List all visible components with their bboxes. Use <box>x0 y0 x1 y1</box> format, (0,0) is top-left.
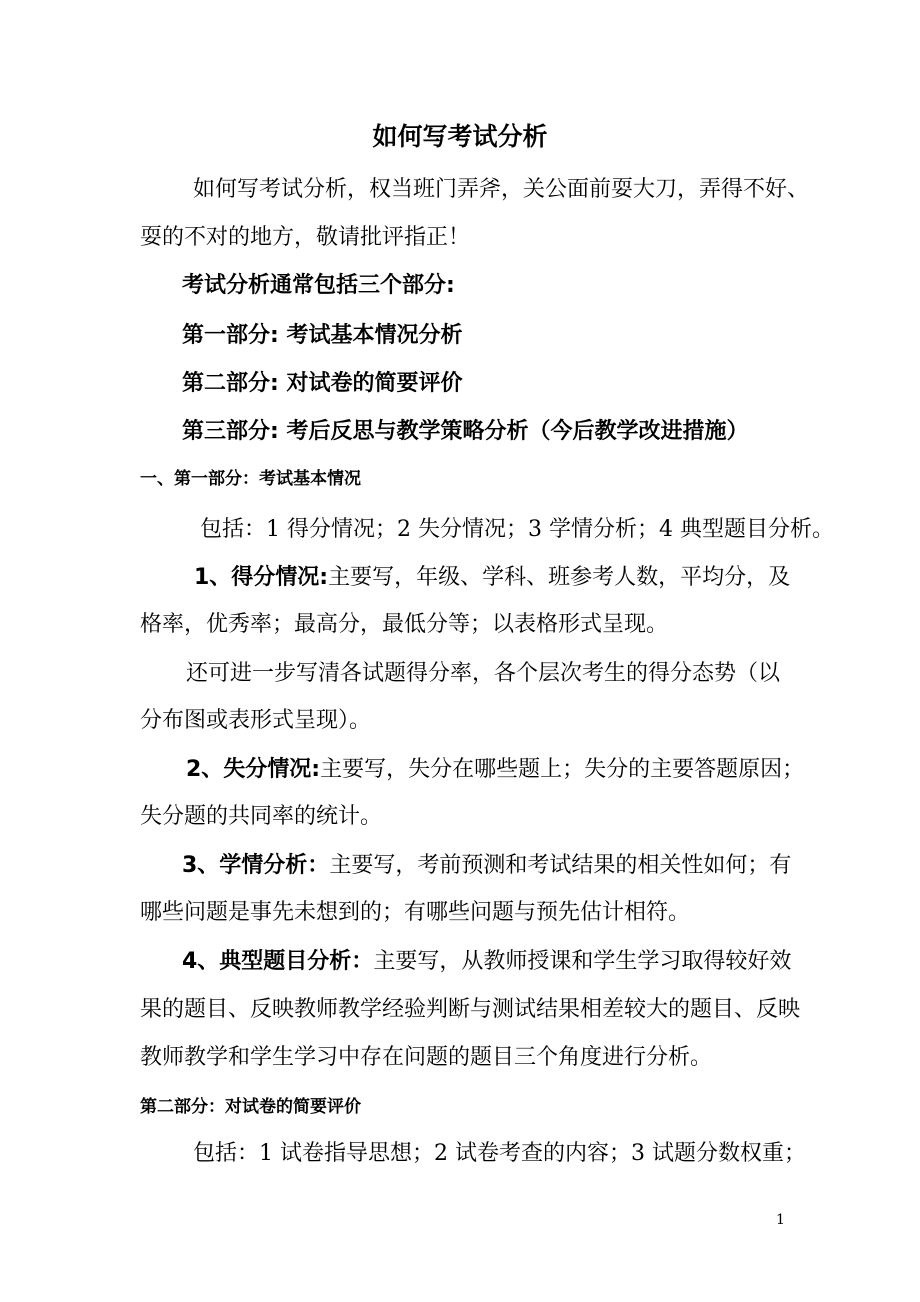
section-2-heading: 第二部分：对试卷的简要评价 <box>140 1097 361 1117</box>
item-4-line-2: 果的题目、反映教师教学经验判断与测试结果相差较大的题目、反映 <box>140 997 801 1022</box>
item-3-text: 主要写，考前预测和考试结果的相关性如何；有 <box>329 853 792 878</box>
item-2-line-2: 失分题的共同率的统计。 <box>140 804 383 829</box>
item-1-line-2: 格率，优秀率；最高分，最低分等；以表格形式呈现。 <box>140 612 669 637</box>
item-4-label: 4、典型题目分析： <box>182 949 374 974</box>
item-3-line-2: 哪些问题是事先未想到的；有哪些问题与预先估计相符。 <box>140 900 691 925</box>
extra-line-2: 分布图或表形式呈现）。 <box>140 708 372 733</box>
item-4-line-3: 教师教学和学生学习中存在问题的题目三个角度进行分析。 <box>140 1045 713 1070</box>
overview-heading: 考试分析通常包括三个部分: <box>182 273 455 298</box>
item-2-label: 2、失分情况: <box>186 757 321 782</box>
item-2-text: 主要写，失分在哪些题上；失分的主要答题原因； <box>320 757 805 782</box>
item-4-line-1 <box>182 944 791 975</box>
item-1-label: 1、得分情况: <box>194 565 329 590</box>
item-2-line-1 <box>186 752 804 783</box>
section-1-heading: 一、第一部分：考试基本情况 <box>140 469 361 489</box>
overview-part-1: 第一部分: 考试基本情况分析 <box>182 323 463 348</box>
item-3-label: 3、学情分析： <box>182 853 330 878</box>
section-2-includes: 包括：1 试卷指导思想；2 试卷考查的内容；3 试题分数权重； <box>193 1141 806 1166</box>
item-1-line-1 <box>194 560 790 591</box>
page-number: 1 <box>776 1212 785 1228</box>
section-1-includes: 包括：1 得分情况；2 失分情况；3 学情分析；4 典型题目分析。 <box>200 517 834 542</box>
item-1-text: 主要写，年级、学科、班参考人数，平均分，及 <box>328 565 791 590</box>
intro-line-2: 耍的不对的地方，敬请批评指正！ <box>140 225 471 250</box>
overview-part-3: 第三部分: 考后反思与教学策略分析（今后教学改进措施） <box>182 419 749 444</box>
item-4-text: 主要写，从教师授课和学生学习取得较好效 <box>373 949 792 974</box>
extra-line-1: 还可进一步写清各试题得分率，各个层次考生的得分态势（以 <box>186 661 781 686</box>
intro-line-1: 如何写考试分析，权当班门弄斧，关公面前耍大刀，弄得不好、 <box>193 177 810 202</box>
overview-part-2: 第二部分: 对试卷的简要评价 <box>182 371 463 396</box>
item-3-line-1 <box>182 848 791 879</box>
page-title: 如何写考试分析 <box>372 122 548 151</box>
